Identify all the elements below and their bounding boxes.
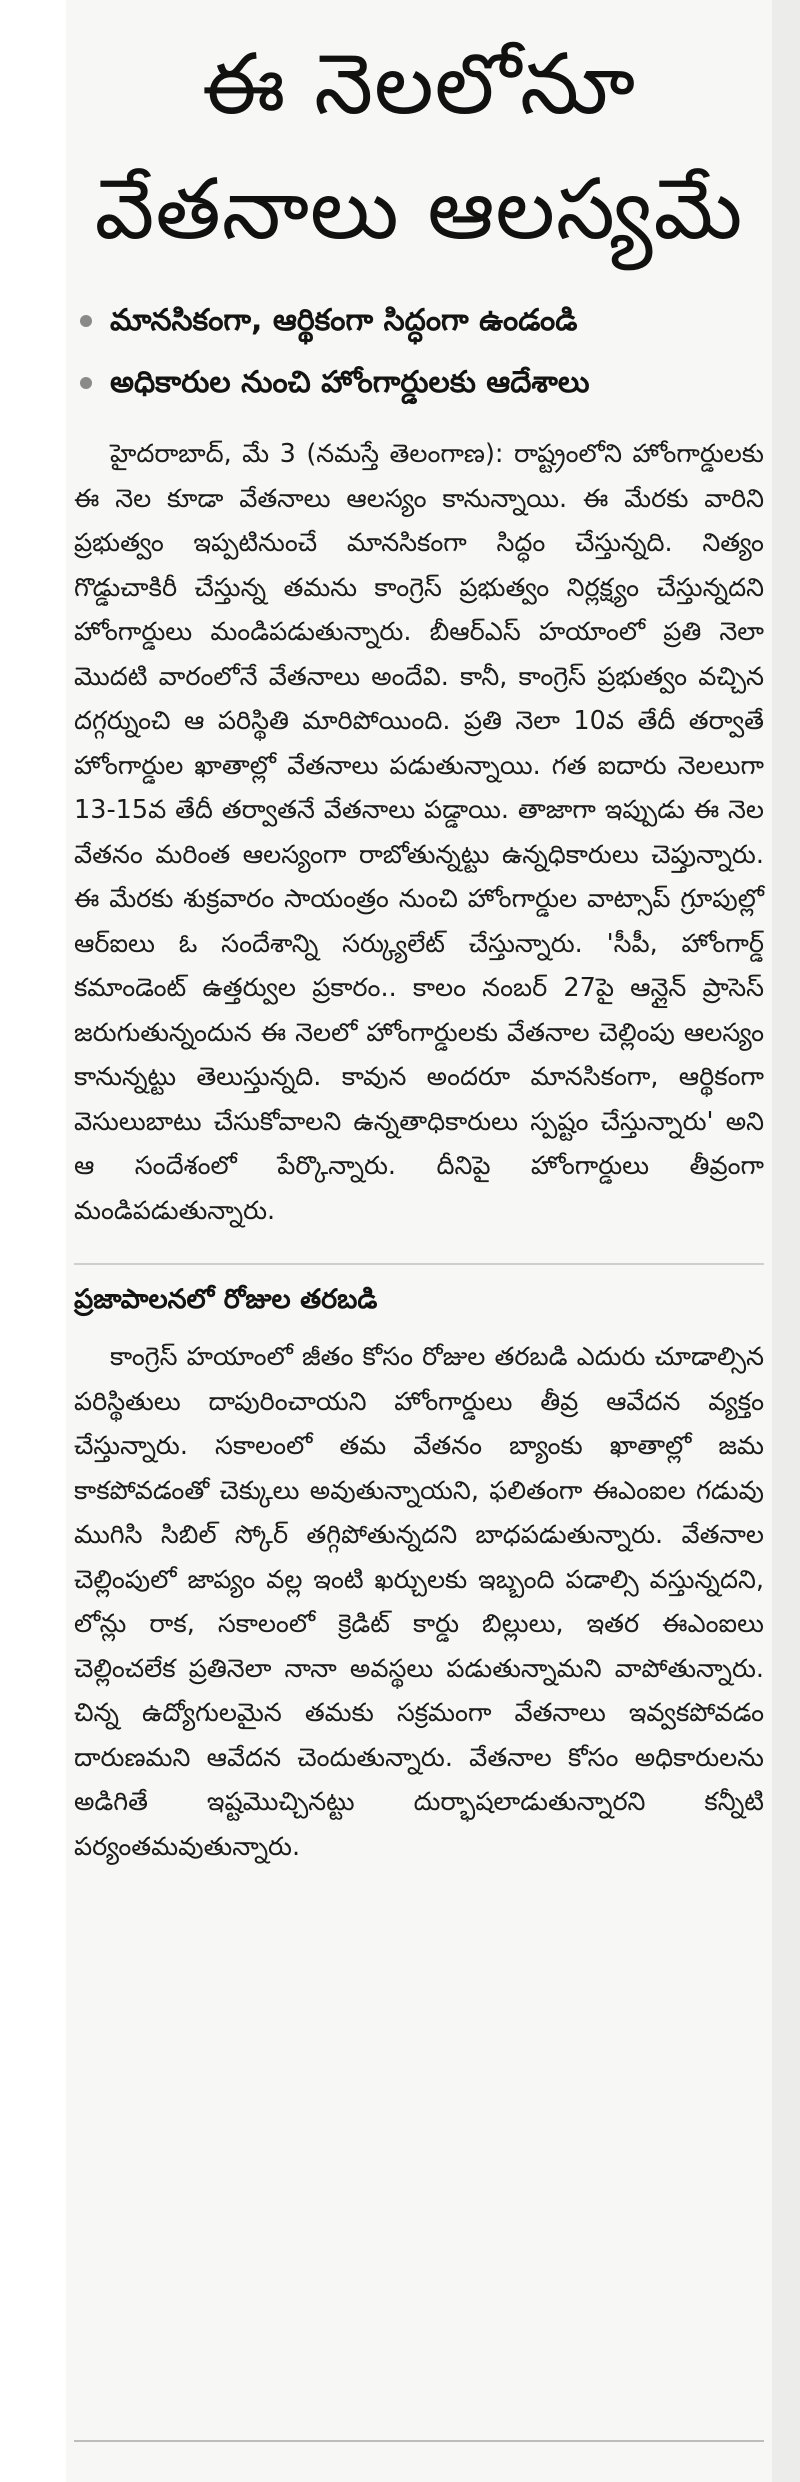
subheading <box>74 1267 764 1321</box>
summary-bullet <box>80 290 764 352</box>
bottom-divider <box>74 2440 764 2442</box>
body-paragraph-2: కాంగ్రెస్ హయాంలో జీతం కోసం రోజుల తరబడి ఎదురు చూడాల్సిన పరిస్థితులు దాపురించాయని హోంగార్డులు తీవ్ర ఆవేదన వ్యక్తం చేస్తున్నారు. సకాలంలో తమ వేతనం బ్యాంకు ఖాతాల్లో జమ కాకపోవడంతో చెక్కులు అవుతున్నాయని, ఫలితంగా ఈఎంఐల గడువు ముగిసి సిబిల్ స్కోర్ తగ్గిపోతున్నదని బాధపడుతున్నారు. వేతనాల చెల్లింపులో జాప్యం వల్ల ఇంటి ఖర్చులకు ఇబ్బంది పడాల్సి వస్తున్నదని, లోన్లు రాక, సకాలంలో క్రెడిట్ కార్డు బిల్లులు, ఇతర ఈఎంఐలు చెల్లించలేక ప్రతినెలా నానా అవస్థలు పడుతున్నామని వాపోతున్నారు. చిన్న ఉద్యోగులమైన తమకు సక్రమంగా వేతనాలు ఇవ్వకపోవడం దారుణమని ఆవేదన చెందుతున్నారు. వేతనాల కోసం అధికారులను అడిగితే ఇష్టమొచ్చినట్టు దుర్భాషలాడుతున్నారని కన్నీటి పర్యంతమవుతున్నారు. <box>74 1342 764 1862</box>
summary-bullets <box>74 290 764 414</box>
body-paragraph-1: హైదరాబాద్, మే 3 (నమస్తే తెలంగాణ): రాష్ట్రంలోని హోంగార్డులకు ఈ నెల కూడా వేతనాలు ఆలస్యం కానున్నాయి. ఈ మేరకు వారిని ప్రభుత్వం ఇప్పటినుంచే మానసికంగా సిద్ధం చేస్తున్నది. నిత్యం గొడ్డుచాకిరీ చేస్తున్న తమను కాంగ్రెస్ ప్రభుత్వం నిర్లక్ష్యం చేస్తున్నదని హోంగార్డులు మండిపడుతున్నారు. బీఆర్ఎస్ హయాంలో ప్రతి నెలా మొదటి వారంలోనే వేతనాలు అందేవి. కానీ, కాంగ్రెస్ ప్రభుత్వం వచ్చిన దగ్గర్నుంచి ఆ పరిస్థితి మారిపోయింది. ప్రతి నెలా 10వ తేదీ తర్వాతే హోంగార్డుల ఖాతాల్లో వేతనాలు పడుతున్నాయి. గత ఐదారు నెలలుగా 13-15వ తేదీ తర్వాతనే వేతనాలు పడ్డాయి. తాజాగా ఇప్పుడు ఈ నెల వేతనం మరింత ఆలస్యంగా రాబోతున్నట్టు ఉన్నధికారులు చెప్తున్నారు. ఈ మేరకు శుక్రవారం సాయంత్రం నుంచి హోంగార్డుల వాట్సాప్ గ్రూపుల్లో ఆర్ఐలు ఓ సందేశాన్ని సర్క్యులేట్ చేస్తున్నారు. 'సీపీ, హోంగార్డ్ కమాండెంట్ ఉత్తర్వుల ప్రకారం.. కాలం నంబర్ 27పై ఆన్లైన్ ప్రాసెస్ జరుగుతున్నందున ఈ నెలలో హోంగార్డులకు వేతనాల చెల్లింపు ఆలస్యం కానున్నట్టు తెలుస్తున్నది. కావున అందరూ మానసికంగా, ఆర్థికంగా వెసులుబాటు చేసుకోవాలని ఉన్నతాధికారులు స్పష్టం చేస్తున్నారు' అని ఆ సందేశంలో పేర్కొన్నారు. దీనిపై హోంగార్డులు తీవ్రంగా మండిపడుతున్నారు. <box>74 439 764 1226</box>
subheading-text: ప్రజాపాలనలో రోజుల తరబడి <box>74 1284 378 1315</box>
headline <box>74 0 764 272</box>
article <box>74 0 764 1895</box>
bullet-dot-icon <box>80 377 92 389</box>
bullet-text: అధికారుల నుంచి హోంగార్డులకు ఆదేశాలు <box>110 365 590 400</box>
bullet-dot-icon <box>80 315 92 327</box>
headline-line-2: వేతనాలు ఆలస్యమే <box>94 160 744 258</box>
section-divider <box>74 1263 764 1265</box>
headline-line-1: ఈ నెలలోనూ <box>201 35 637 133</box>
right-margin <box>772 0 800 2482</box>
summary-bullet <box>80 352 764 414</box>
bullet-text: మానసికంగా, ఆర్థికంగా సిద్ధంగా ఉండండి <box>110 303 578 338</box>
left-margin <box>0 0 66 2482</box>
